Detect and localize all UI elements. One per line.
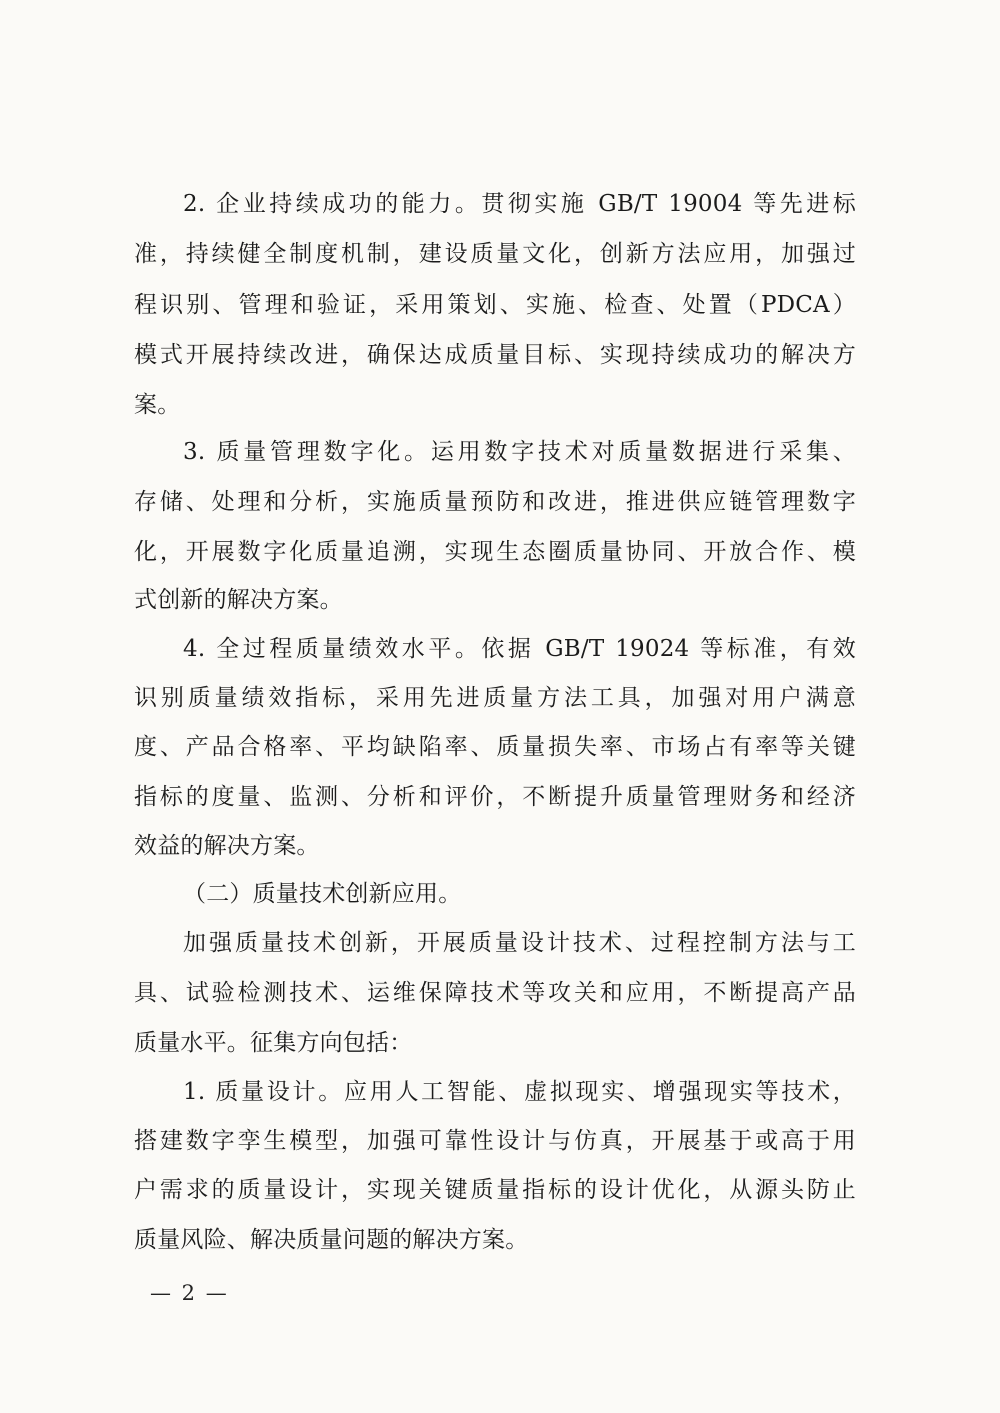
- text-line: 4. 全过程质量绩效水平。依据 GB/T 19024 等标准，有效: [183, 636, 856, 662]
- text-line: 搭建数字孪生模型，加强可靠性设计与仿真，开展基于或高于用: [134, 1128, 856, 1154]
- text-line: 1. 质量设计。应用人工智能、虚拟现实、增强现实等技术，: [183, 1079, 856, 1105]
- text-line: 3. 质量管理数字化。运用数字技术对质量数据进行采集、: [183, 439, 856, 465]
- text-line: 户需求的质量设计，实现关键质量指标的设计优化，从源头防止: [134, 1177, 856, 1203]
- text-line: 2. 企业持续成功的能力。贯彻实施 GB/T 19004 等先进标: [183, 191, 856, 217]
- text-line: 质量水平。征集方向包括：: [134, 1030, 413, 1056]
- text-line: 度、产品合格率、平均缺陷率、质量损失率、市场占有率等关键: [134, 734, 856, 760]
- text-line: 效益的解决方案。: [134, 833, 320, 859]
- text-line: 化，开展数字化质量追溯，实现生态圈质量协同、开放合作、模: [134, 539, 856, 565]
- text-line: 案。: [134, 392, 181, 418]
- text-line: 质量风险、解决质量问题的解决方案。: [134, 1227, 529, 1253]
- section-heading: （二）质量技术创新应用。: [183, 881, 462, 907]
- text-line: 式创新的解决方案。: [134, 587, 343, 613]
- text-line: 加强质量技术创新，开展质量设计技术、过程控制方法与工: [183, 930, 856, 956]
- page-number: — 2 —: [150, 1281, 229, 1305]
- text-line: 指标的度量、监测、分析和评价，不断提升质量管理财务和经济: [134, 784, 856, 810]
- text-line: 具、试验检测技术、运维保障技术等攻关和应用，不断提高产品: [134, 980, 856, 1006]
- text-line: 存储、处理和分析，实施质量预防和改进，推进供应链管理数字: [134, 489, 856, 515]
- text-line: 识别质量绩效指标，采用先进质量方法工具，加强对用户满意: [134, 685, 856, 711]
- text-line: 准，持续健全制度机制，建设质量文化，创新方法应用，加强过: [134, 241, 856, 267]
- text-line: 模式开展持续改进，确保达成质量目标、实现持续成功的解决方: [134, 342, 856, 368]
- text-line: 程识别、管理和验证，采用策划、实施、检查、处置（PDCA）: [134, 292, 856, 318]
